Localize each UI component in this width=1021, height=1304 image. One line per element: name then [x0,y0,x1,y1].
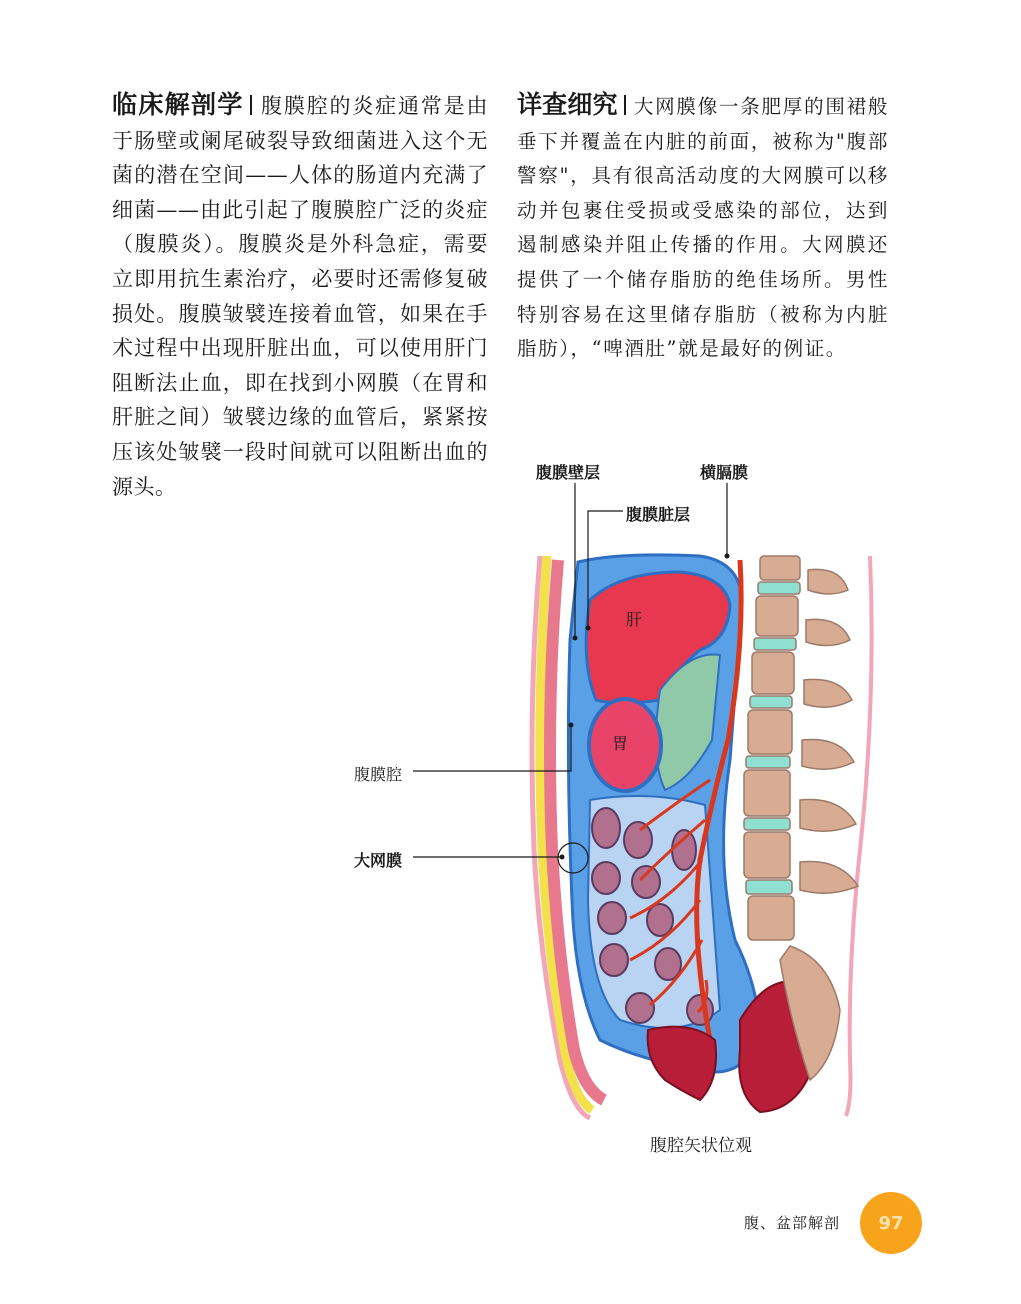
greater-omentum-label: 大网膜 [354,851,403,870]
spinous-processes [800,569,858,893]
liver-label: 肝 [626,610,643,629]
detail-heading: 详查细究 [517,90,618,119]
stomach-label: 胃 [612,734,629,753]
peritoneal-cavity-label: 腹膜腔 [354,765,403,784]
clinical-anatomy-heading: 临床解剖学 [112,90,244,119]
page-number-badge [860,1192,922,1254]
visceral-peritoneum-label: 腹膜脏层 [626,505,691,524]
detail-body: 大网膜像一条肥厚的围裙般垂下并覆盖在内脏的前面，被称为"腹部警察"，具有很高活动度的大网膜可以移动并包裹住受损或受感染的部位，达到遏制感染并阻止传播的作用。大网膜还提供了一个储存脂肪的绝佳场所。男性特别容易在这里储存脂肪（被称为内脏脂肪），“啤酒肚”就是最好的例证。 [517,95,889,361]
footer-section-title: 腹、盆部解剖 [744,1214,841,1232]
figure-caption: 腹腔矢状位观 [650,1136,752,1156]
clinical-anatomy-body: 腹膜腔的炎症通常是由于肠壁或阑尾破裂导致细菌进入这个无菌的潜在空间——人体的肠道内充满了细菌——由此引起了腹膜腔广泛的炎症（腹膜炎）。腹膜炎是外科急症，需要立即用抗生素治疗，必要时还需修复破损处。腹膜皱襞连接着血管，如果在手术过程中出现肝脏出血，可以使用肝门阻断法止血，即在找到小网膜（在胃和肝脏之间）皱襞边缘的血管后，紧紧按压该处皱襞一段时间就可以阻断出血的源头。 [112,94,488,499]
bladder-shape [648,1027,716,1100]
diaphragm-label: 横膈膜 [700,463,749,482]
page-number: 97 [878,1212,904,1234]
parietal-peritoneum-label: 腹膜壁层 [536,463,601,482]
